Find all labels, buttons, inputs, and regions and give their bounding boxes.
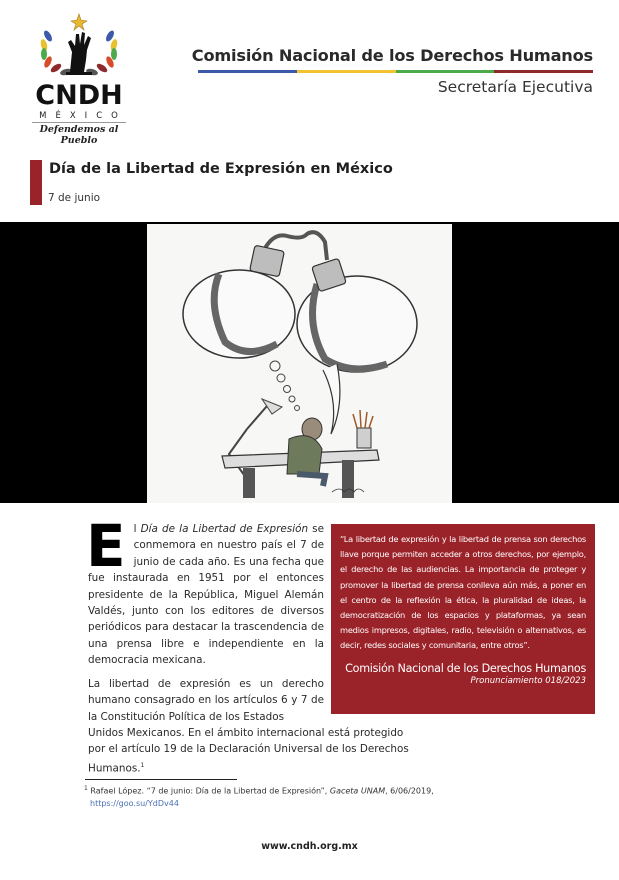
cndh-logo [26,12,132,146]
organization-title: Comisión Nacional de los Derechos Humanos [191,46,593,65]
logo-acronym: CNDH [35,80,123,111]
color-bar-maroon [494,70,593,73]
cartoon-illustration [147,224,452,503]
intro-paragraph [86,512,324,669]
website-url[interactable]: www.cndh.org.mx [261,841,358,852]
quote-text: “La libertad de expresión y la libertad de prensa son derechos llave porque permiten acceder a otros derechos, por ejemplo, el derecho de las audiencias. La importancia de proteger y promover la libertad de prensa conlleva aún más, a poner en el centro de la reflexión la ética, la pluralidad de ideas, la democratización de los espacios y plataformas, ya sean medios impresos, digitales, radio, televisión o alternativos, es decir, redes sociales y comunitaria, entre otros”. [340,534,586,651]
rights-paragraph-part-a: La libertad de expresión es un derecho humano consagrado en los artículos 6 y 7 de la Constitución Política de los Estados [88,678,324,723]
color-bar-divider [198,70,593,73]
footnote-number: 1 [84,785,88,792]
footnote-text-b: , 6/06/2019, [385,786,434,796]
footnote-divider [85,779,237,780]
footnote-publication: Gaceta UNAM [329,786,386,796]
intro-rest: se conmemora en nuestro país el 7 de junio de cada año. Es una fecha que fue instaurada en 1951 por el entonces presidente de la República, Miguel Alemán Valdés, junto con los editores de diversos periódicos para destacar la trascendencia de una prensa libre e independiente en la democracia mexicana. [88,523,324,667]
quote-reference: Pronunciamiento 018/2023 [470,675,586,686]
page-date: 7 de junio [48,192,101,204]
footnote-link[interactable]: https://goo.su/YdDv44 [90,798,179,808]
footnote-ref[interactable]: 1 [140,761,145,769]
logo-country: MÉXICO [39,111,127,121]
logo-divider [32,122,126,123]
quote-box [331,524,595,714]
drop-cap: E [86,512,126,580]
footnote-text-a: Rafael López. “7 de junio: Día de la Libertad de Expresión”, [90,786,330,796]
organization-subtitle: Secretaría Ejecutiva [437,78,593,96]
intro-lead: l [133,523,141,535]
footnote [84,783,434,810]
rights-paragraph-part-b [88,725,418,777]
title-accent-bar [30,160,42,205]
hand-laurel-emblem-icon [26,12,132,82]
quote-author: Comisión Nacional de los Derechos Humanos [345,661,586,675]
color-bar-yellow [297,70,396,73]
rights-paragraph-text: Unidos Mexicanos. En el ámbito internacional está protegido por el artículo 19 de la Declaración Universal de los Derechos Humanos. [88,727,409,775]
logo-motto: Defendemos al Pueblo [39,124,119,146]
page-title: Día de la Libertad de Expresión en México [49,161,393,177]
handcuffs-cartoon-icon [147,224,452,503]
color-bar-blue [198,70,297,73]
color-bar-green [396,70,495,73]
intro-emphasis: Día de la Libertad de Expresión [140,523,309,535]
